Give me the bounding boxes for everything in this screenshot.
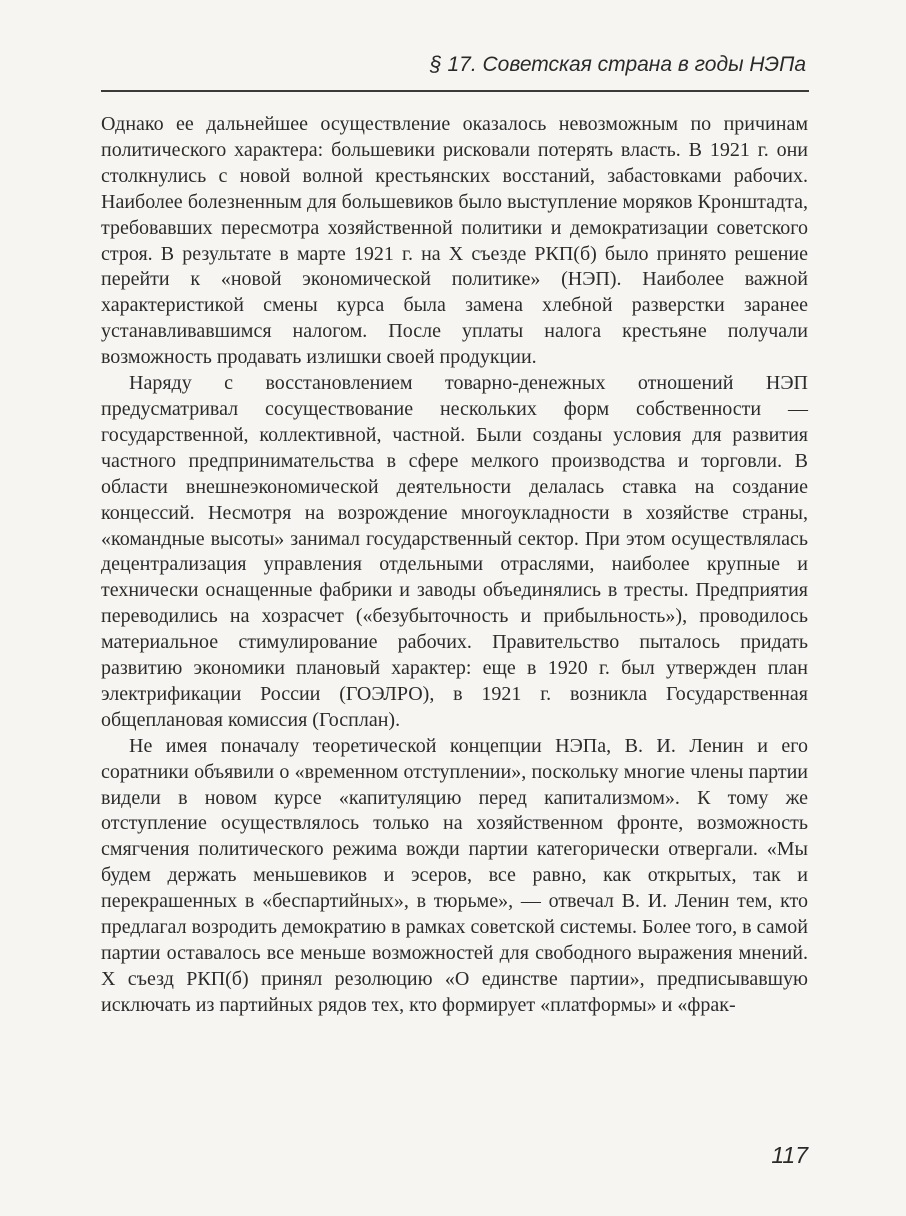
page-number: 117 <box>771 1142 808 1168</box>
paragraph-1: Однако ее дальнейшее осуществление оказалось невозможным по причинам политического характера: большевики рисковали потерять власть. В 1921 г. они столкнулись с новой волной крестьянских восстаний, забастовками рабочих. Наиболее болезненным для большевиков было выступление моряков Кронштадта, требовавших пересмотра хозяйственной политики и демократизации советского строя. В результате в марте 1921 г. на Х съезде РКП(б) было принято решение перейти к «новой экономической политике» (НЭП). Наиболее важной характеристикой смены курса была замена хлебной разверстки заранее устанавливавшимся налогом. После уплаты налога крестьяне получали возможность продавать излишки своей продукции. <box>101 113 808 369</box>
paragraph-2: Наряду с восстановлением товарно-денежных отношений НЭП предусматривал сосуществование нескольких форм собственности — государственной, коллективной, частной. Были созданы условия для развития частного предпринимательства в сфере мелкого производства и торговли. В области внешнеэкономической деятельности делалась ставка на создание концессий. Несмотря на возрождение многоукладности в хозяйстве страны, «командные высоты» занимал государственный сектор. При этом осуществлялась децентрализация управления отдельными отраслями, наиболее крупные и технически оснащенные фабрики и заводы объединялись в тресты. Предприятия переводились на хозрасчет («безубыточность и прибыльность»), проводилось материальное стимулирование рабочих. Правительство пыталось придать развитию экономики плановый характер: еще в 1920 г. был утвержден план электрификации России (ГОЭЛРО), в 1921 г. возникла Государственная общеплановая комиссия (Госплан). <box>101 372 808 731</box>
header-divider <box>101 90 809 92</box>
paragraph-3: Не имея поначалу теоретической концепции НЭПа, В. И. Ленин и его соратники объявили о «временном отступлении», поскольку многие члены партии видели в новом курсе «капитуляцию перед капитализмом». К тому же отступление осуществлялось только на хозяйственном фронте, возможность смягчения политического режима вожди партии категорически отвергали. «Мы будем держать меньшевиков и эсеров, все равно, как открытых, так и перекрашенных в «беспартийных», в тюрьме», — отвечал В. И. Ленин тем, кто предлагал возродить демократию в рамках советской системы. Более того, в самой партии оставалось все меньше возможностей для свободного выражения мнений. Х съезд РКП(б) принял резолюцию «О единстве партии», предписывавшую исключать из партийных рядов тех, кто формирует «платформы» и «фрак- <box>101 734 808 1016</box>
body-text <box>101 112 808 1019</box>
section-header-title: § 17. Советская страна в годы НЭПа <box>429 53 806 76</box>
